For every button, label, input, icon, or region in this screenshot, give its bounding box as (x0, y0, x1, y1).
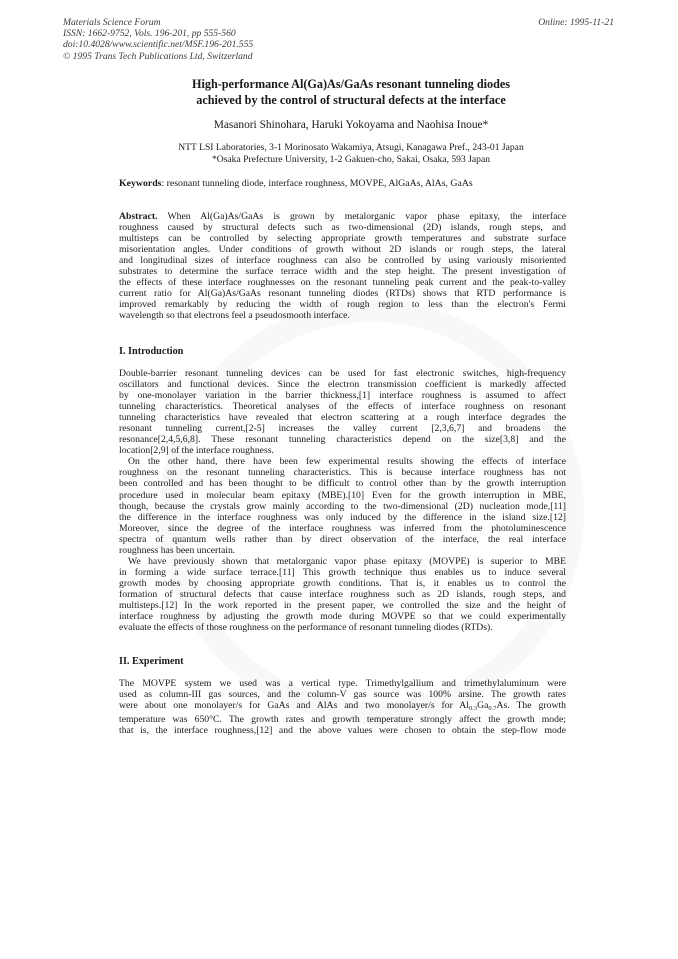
text-line: evaluate the effects of those roughness on the performance of resonant tunneling diodes (RTDs). (119, 622, 493, 634)
author-list: Masanori Shinohara, Haruki Yokoyama and Naohisa Inoue* (213, 119, 489, 131)
title-line-1: High-performance Al(Ga)As/GaAs resonant tunneling diodes (191, 77, 511, 91)
affiliation-2: *Osaka Prefecture University, 1-2 Gakuen-cho, Sakai, Osaka, 593 Japan (211, 153, 491, 165)
text-line: misorientation angles. Under conditions of growth without 2D islands or rough steps, the lateral (119, 244, 566, 256)
formula-after: As. The growth (496, 700, 566, 712)
copyright-line: © 1995 Trans Tech Publications Ltd, Switzerland (63, 50, 253, 62)
section-heading-introduction: I. Introduction (119, 346, 184, 357)
text-line: that is, the interface roughness,[12] and the above values were chosen to obtain the step-flow mode (119, 725, 566, 737)
text-line: by one-monolayer variation in the barrier thickness,[1] interface roughness is assumed to affect (119, 390, 566, 402)
keywords-label: Keywords (119, 178, 162, 189)
text-line: We have previously shown that metalorganic vapor phase epitaxy (MOVPE) is superior to MBE (128, 555, 566, 567)
online-date: Online: 1995-11-21 (538, 17, 614, 28)
text-line: current ratio for Al(Ga)As/GaAs resonant tunneling diodes (RTDs) shows that RTD performance is (119, 288, 566, 300)
experiment-text (119, 678, 566, 736)
text-line: the effects of these interface roughnesses on the resonant tunneling peak current and the peak-to-valley (119, 277, 566, 289)
text-line: The MOVPE system we used was a vertical type. Trimethylgallium and trimethylaluminum were (119, 678, 566, 689)
formula-subscript-al: 0.3 (468, 705, 478, 713)
formula-before: were about one monolayer/s for GaAs and AlAs and two monolayer/s for Al (119, 700, 469, 712)
text-line: spectra of quantum wells rather than by direct observation of the interface, the real interface (119, 533, 566, 545)
journal-name: Materials Science Forum (63, 17, 161, 28)
text-line: procedure used in molecular beam epitaxy (MBE).[10] Even for the growth interruption in MBE, (119, 489, 566, 501)
abstract-lines (119, 222, 566, 321)
text-line: wavelength so that electrons feel a pseudosmooth interface. (119, 310, 350, 322)
abstract-first-text: When Al(Ga)As/GaAs is grown by metalorganic vapor phase epitaxy, the interface (157, 211, 566, 222)
text-line: multisteps can be controlled by selecting appropriate growth temperatures and substrate surface (119, 233, 566, 245)
text-line: though, because the crystals grow mainly according to the two-dimensional (2D) nucleation mode,[11] (119, 500, 566, 512)
text-line: tunneling characteristics have revealed that electron scattering at a rough interface degrades the (119, 412, 566, 424)
journal-header (63, 17, 253, 62)
text-line: resonant tunneling current,[2-5] increases the valley current [2,3,6,7] and broadens the (119, 423, 566, 435)
formula-ga: Ga (477, 700, 489, 712)
text-line: interface roughness by adjusting the growth mode during MOVPE so that we could experimentally (119, 611, 566, 623)
text-line: resonance[2,4,5,6,8]. These resonant tunneling characteristics depend on the size[3,8] and the (119, 434, 566, 446)
doi-line[interactable]: doi:10.4028/www.scientific.net/MSF.196-201.555 (63, 39, 254, 51)
introduction-text (119, 368, 566, 633)
text-line: formation of structural defects that cause interface roughness such as 2D islands, rough steps, and (119, 588, 566, 600)
keywords-line (119, 178, 473, 189)
formula-line (119, 700, 566, 714)
formula-subscript-ga: 0.7 (488, 705, 497, 713)
text-line: substrates to determine the surface terrace width and the step height. The present investigation of (119, 266, 566, 278)
text-line: Double-barrier resonant tunneling devices can be used for fast electronic switches, high-frequency (119, 368, 566, 379)
section-heading-experiment: II. Experiment (119, 656, 184, 667)
text-line: location[2,9] of the interface roughness. (119, 445, 274, 457)
text-line: temperature was 650°C. The growth rates and growth temperature strongly affect the growth mode; (119, 714, 566, 726)
text-line: and longitudinal sizes of interface roughness can also be controlled by using variously misoriented (119, 255, 566, 267)
text-line: roughness has been uncertain. (119, 544, 236, 556)
text-line: roughness caused by structural defects such as two-dimensional (2D) islands, rough steps, and (119, 222, 566, 234)
keywords-text: : resonant tunneling diode, interface roughness, MOVPE, AlGaAs, AlAs, GaAs (161, 178, 473, 189)
text-line: oscillators and functional devices. Since the electron transmission coefficient is markedly affected (119, 379, 566, 391)
text-line: been controlled and has been thought to be difficult to control other than by the growth interruption (119, 478, 566, 490)
text-line: multisteps.[12] In the work reported in the present paper, we controlled the size and the height of (119, 599, 566, 611)
text-line: Moreover, since the degree of the interface roughness was inferred from the photoluminescence (119, 522, 566, 534)
issn-line: ISSN: 1662-9752, Vols. 196-201, pp 555-560 (63, 28, 236, 40)
text-line: roughness on the resonant tunneling characteristics. This is because interface roughness has not (119, 467, 566, 479)
abstract-first-line (119, 211, 566, 222)
text-line: used as column-III gas sources, and the column-V gas source was 100% arsine. The growth rates (119, 689, 566, 701)
affiliations (120, 142, 582, 165)
affiliation-1: NTT LSI Laboratories, 3-1 Morinosato Wakamiya, Atsugi, Kanagawa Pref., 243-01 Japan (178, 142, 524, 153)
text-line: the difference in the interface roughness was only induced by the difference in the island size.[12] (119, 511, 566, 523)
title-line-2: achieved by the control of structural defects at the interface (196, 93, 506, 107)
text-line: in forming a wide surface terrace.[11] This growth technique thus enables us to induce several (119, 566, 566, 578)
text-line: On the other hand, there have been few experimental results showing the effects of interface (128, 456, 566, 468)
text-line: growth modes by choosing appropriate growth conditions. That is, it enables us to control the (119, 577, 566, 589)
text-line: improved remarkably by reducing the width of rough region to less than the electron's Fermi (119, 299, 566, 311)
abstract-block (119, 211, 566, 321)
text-line: tunneling characteristics. Theoretical analyses of the effects of interface roughness on resonant (119, 401, 566, 413)
paper-title (120, 76, 582, 108)
abstract-label: Abstract. (119, 211, 158, 222)
